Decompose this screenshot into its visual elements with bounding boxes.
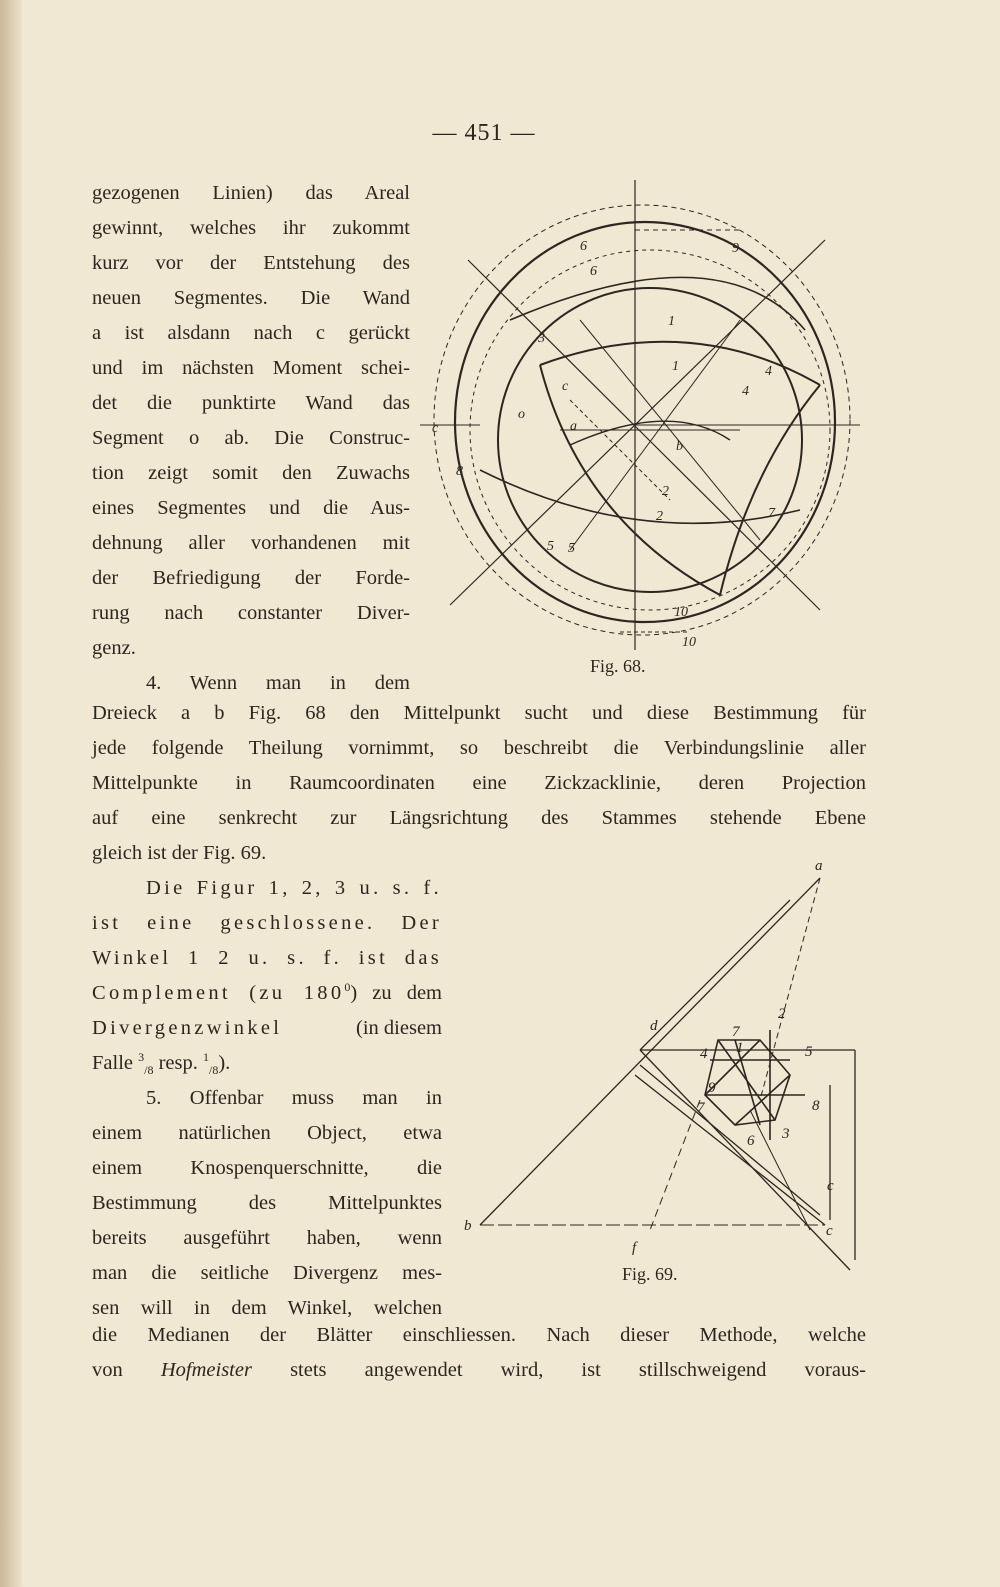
svg-text:7: 7 (732, 1024, 740, 1040)
svg-text:a: a (815, 858, 823, 874)
text-line: ist eine geschlossene. Der (92, 912, 442, 934)
text-line: Die Figur 1, 2, 3 u. s. f. (146, 877, 442, 899)
svg-text:2: 2 (778, 1006, 786, 1022)
text-line: sen will in dem Winkel, welchen (92, 1297, 442, 1319)
text-line: gewinnt, welches ihr zukommt (92, 217, 410, 239)
text-line: bereits ausgeführt haben, wenn (92, 1227, 442, 1249)
text-line: der Befriedigung der Forde- (92, 567, 410, 589)
text-line: tion zeigt somit den Zuwachs (92, 462, 410, 484)
text-line: genz. (92, 637, 136, 659)
text-line: von Hofmeister stets angewendet wird, ist stillschweigend voraus- (92, 1359, 867, 1381)
figure-68-caption: Fig. 68. (590, 656, 646, 676)
svg-text:2: 2 (662, 484, 669, 499)
text-line: neuen Segmentes. Die Wand (92, 287, 410, 309)
figure-68 (420, 170, 870, 660)
svg-text:9: 9 (732, 241, 739, 256)
svg-text:4: 4 (700, 1046, 708, 1062)
page-edge (0, 0, 22, 1587)
text-line: kurz vor der Entstehung des (92, 252, 410, 274)
svg-text:1: 1 (672, 359, 679, 374)
svg-text:6: 6 (747, 1133, 755, 1149)
text-line: a ist alsdann nach c gerückt (92, 322, 410, 344)
text-line: auf eine senkrecht zur Längsrichtung des Stammes stehende Ebene (92, 807, 866, 829)
svg-text:b: b (464, 1218, 472, 1234)
svg-text:c: c (827, 1178, 834, 1194)
svg-text:5: 5 (805, 1044, 813, 1060)
text-line: Segment o ab. Die Construc- (92, 427, 410, 449)
text-line: Winkel 1 2 u. s. f. ist das (92, 947, 442, 969)
page-number: — 451 — (432, 120, 536, 146)
svg-text:10: 10 (682, 635, 696, 650)
text-line: 5. Offenbar muss man in (146, 1087, 442, 1109)
svg-text:8: 8 (812, 1098, 820, 1114)
svg-text:5: 5 (568, 541, 575, 556)
text-line: Mittelpunkte in Raumcoordinaten eine Zickzacklinie, deren Projection (92, 772, 866, 794)
text-line: einem natürlichen Object, etwa (92, 1122, 442, 1144)
text-line: und im nächsten Moment schei- (92, 357, 410, 379)
text-line: dehnung aller vorhandenen mit (92, 532, 410, 554)
svg-text:7: 7 (697, 1100, 705, 1116)
figure-69 (460, 860, 870, 1290)
svg-text:6: 6 (590, 264, 597, 279)
svg-text:2: 2 (656, 509, 663, 524)
text-line: die Medianen der Blätter einschliessen. Nach dieser Methode, welche (92, 1324, 866, 1346)
svg-text:5: 5 (547, 539, 554, 554)
text-line: Complement (zu $180^0$) zu dem (92, 980, 442, 1004)
text-line: gezogenen Linien) das Areal (92, 182, 410, 204)
text-line: Bestimmung des Mittelpunktes (92, 1192, 442, 1214)
text-line: jede folgende Theilung vornimmt, so beschreibt die Verbindungslinie aller (92, 737, 866, 759)
svg-text:a: a (570, 419, 577, 434)
svg-text:c: c (432, 421, 439, 436)
svg-text:3: 3 (538, 331, 545, 346)
svg-text:8: 8 (456, 464, 463, 479)
figure-69-caption: Fig. 69. (622, 1264, 678, 1284)
svg-text:d: d (650, 1018, 658, 1034)
svg-text:c: c (562, 379, 569, 394)
text-line: Dreieck a b Fig. 68 den Mittelpunkt sucht und diese Bestimmung für (92, 702, 866, 724)
svg-text:9: 9 (708, 1080, 716, 1096)
text-line: det die punktirte Wand das (92, 392, 410, 414)
svg-text:b: b (676, 439, 683, 454)
svg-text:7: 7 (768, 506, 775, 521)
svg-text:1: 1 (736, 1040, 744, 1056)
svg-text:1: 1 (668, 314, 675, 329)
text-line: gleich ist der Fig. 69. (92, 842, 267, 864)
text-line: man die seitliche Divergenz mes- (92, 1262, 442, 1284)
svg-text:f: f (632, 1240, 637, 1256)
text-line: Divergenzwinkel (in diesem (92, 1017, 442, 1039)
text-line: 4. Wenn man in dem (146, 672, 410, 694)
text-line: eines Segmentes und die Aus- (92, 497, 410, 519)
svg-text:10: 10 (674, 605, 688, 620)
text-line: rung nach constanter Diver- (92, 602, 410, 624)
text-line: einem Knospenquerschnitte, die (92, 1157, 442, 1179)
svg-text:c: c (826, 1223, 833, 1239)
svg-text:4: 4 (765, 364, 772, 379)
svg-text:6: 6 (580, 239, 587, 254)
svg-text:3: 3 (782, 1126, 790, 1142)
svg-text:o: o (518, 407, 525, 422)
svg-text:4: 4 (742, 384, 749, 399)
text-line: Falle $^3_{/8}$ resp. $^1_{/8}$). (92, 1050, 231, 1078)
